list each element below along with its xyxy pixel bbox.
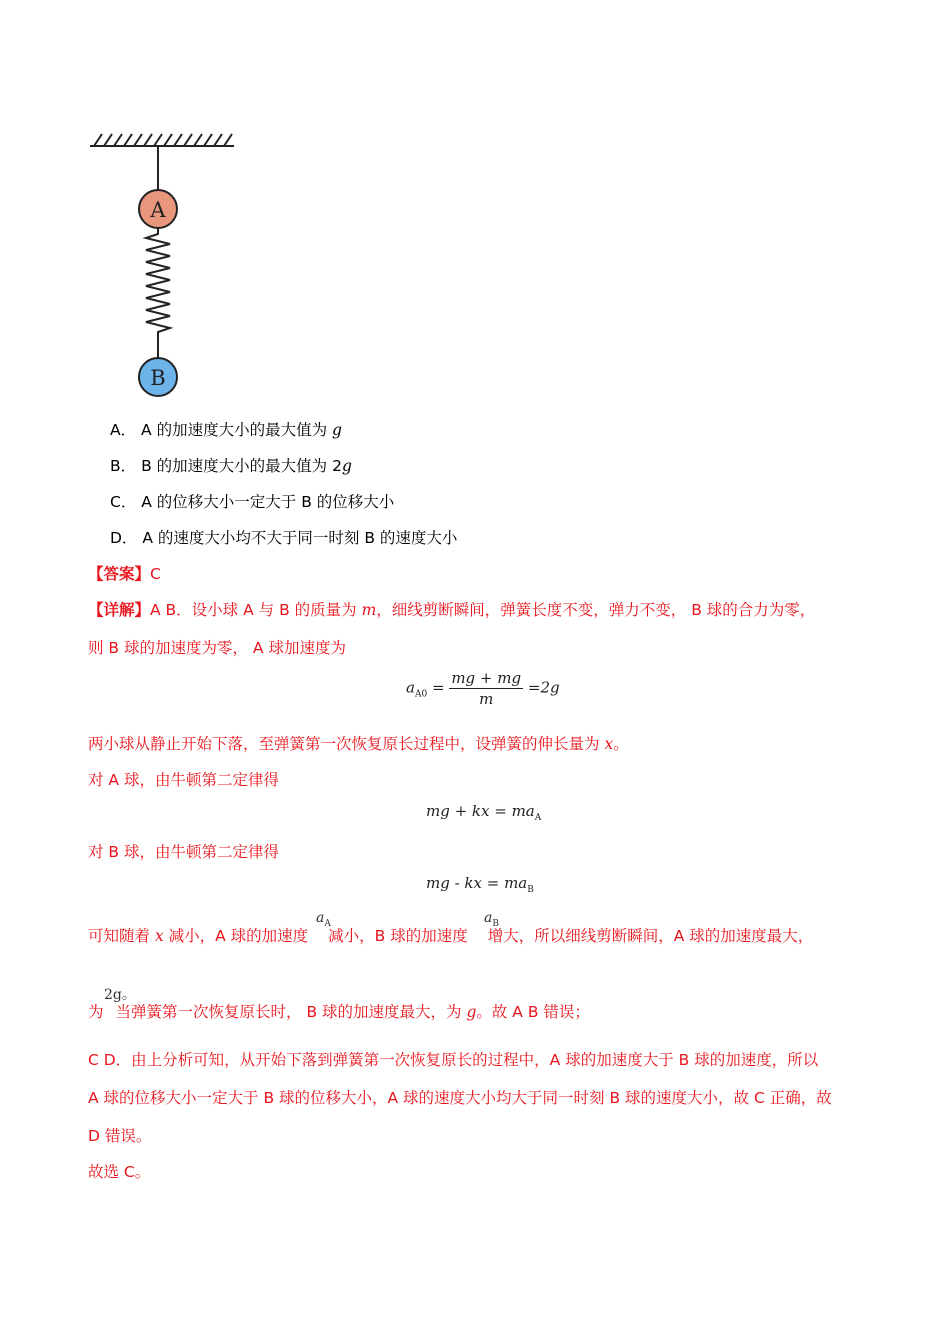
explanation-line-10 xyxy=(88,1125,151,1147)
var-m: m xyxy=(361,601,377,619)
eq1-rhs: =2g xyxy=(527,678,560,697)
var-x: x xyxy=(604,735,614,753)
eq1-lhs: a xyxy=(406,678,415,697)
option-text: A 的位移大小一定大于 B 的位移大小 xyxy=(141,493,395,511)
explanation-text: ，细线剪断瞬间，弹簧长度不变，弹力不变， B 球的合力为零， xyxy=(376,601,816,619)
option-var: g xyxy=(341,457,352,475)
explanation-line-9 xyxy=(88,1087,832,1109)
explanation-line-7 xyxy=(88,1001,590,1023)
option-c xyxy=(110,491,394,513)
inline-aA-sub: A xyxy=(324,919,331,929)
option-text: A 的加速度大小的最大值为 xyxy=(141,421,333,439)
explanation-text: 可知随着 xyxy=(88,927,155,945)
explanation-text: 则 B 球的加速度为零， A 球加速度为 xyxy=(88,639,346,657)
eq1-fraction xyxy=(449,668,523,709)
equation-2 xyxy=(426,802,541,823)
explanation-line-6 xyxy=(88,925,813,947)
inline-aB-sub: B xyxy=(492,919,499,929)
eq2-text: mg + kx = ma xyxy=(426,802,535,820)
eq1-lhs-sub: A0 xyxy=(414,689,428,700)
option-a xyxy=(110,419,342,441)
explanation-text: 。故 A B 错误； xyxy=(476,1003,590,1021)
option-var: g xyxy=(332,421,342,439)
inline-2g: 2g。 xyxy=(104,987,136,1003)
explanation-label: 【详解】 xyxy=(88,601,151,619)
spring-ball-figure xyxy=(86,126,246,406)
answer-line xyxy=(88,563,161,585)
eq3-sub: B xyxy=(527,885,534,895)
eq3-text: mg - kx = ma xyxy=(426,874,528,892)
answer-label: 【答案】 xyxy=(88,565,151,583)
option-letter: B． xyxy=(110,457,137,475)
option-text: A 的速度大小均不大于同一时刻 B 的速度大小 xyxy=(142,529,458,547)
explanation-text: 。 xyxy=(613,735,629,753)
explanation-text: 减小，B 球的加速度 xyxy=(328,927,468,945)
eq2-sub: A xyxy=(534,813,542,823)
explanation-text: 增大，所以细线剪断瞬间，A 球的加速度最大， xyxy=(487,927,814,945)
answer-value: C xyxy=(150,565,161,583)
option-letter: D． xyxy=(110,529,138,547)
explanation-line-3 xyxy=(88,733,629,755)
explanation-text: 为 xyxy=(88,1003,104,1021)
explanation-text: D 错误。 xyxy=(88,1127,152,1145)
inline-aA-letter: a xyxy=(316,910,325,926)
explanation-text: 对 B 球，由牛顿第二定律得 xyxy=(88,843,279,861)
explanation-text: 减小，A 球的加速度 xyxy=(163,927,309,945)
equation-1: $a_{A0}$ = $\frac{mg + mg}{m}$ =2g xyxy=(406,669,560,708)
explanation-line-1 xyxy=(88,599,815,621)
explanation-line-11 xyxy=(88,1161,150,1183)
explanation-text: 当弹簧第一次恢复原长时， B 球的加速度最大，为 xyxy=(115,1003,467,1021)
explanation-line-2 xyxy=(88,637,346,659)
eq1-numerator: mg + mg xyxy=(451,669,522,687)
explanation-line-4 xyxy=(88,769,279,791)
inline-aB-letter: a xyxy=(484,910,493,926)
option-b xyxy=(110,455,352,477)
explanation-line-8 xyxy=(88,1049,818,1071)
option-letter: A． xyxy=(110,421,137,439)
explanation-text: A B．设小球 A 与 B 的质量为 xyxy=(150,601,362,619)
spring xyxy=(146,228,170,358)
explanation-text: C D．由上分析可知，从开始下落到弹簧第一次恢复原长的过程中，A 球的加速度大于 B 球的加速度，所以 xyxy=(88,1051,819,1069)
explanation-line-5 xyxy=(88,841,279,863)
figure-drawing xyxy=(86,126,246,406)
ball-a-label: A xyxy=(150,198,166,222)
explanation-text: A 球的位移大小一定大于 B 球的位移大小，A 球的速度大小均大于同一时刻 B 球的速度大小，故 C 正确，故 xyxy=(88,1089,832,1107)
var-g: g xyxy=(466,1003,477,1021)
ball-b-label: B xyxy=(150,366,166,390)
equation-3 xyxy=(426,874,534,895)
explanation-text: 对 A 球，由牛顿第二定律得 xyxy=(88,771,279,789)
explanation-text: 故选 C。 xyxy=(88,1163,151,1181)
option-text: B 的加速度大小的最大值为 2 xyxy=(141,457,342,475)
ceiling-hatch xyxy=(90,134,234,146)
explanation-text: 两小球从静止开始下落，至弹簧第一次恢复原长过程中，设弹簧的伸长量为 xyxy=(88,735,605,753)
var-x: x xyxy=(154,927,164,945)
option-letter: C． xyxy=(110,493,137,511)
option-d xyxy=(110,527,457,549)
eq1-denominator: m xyxy=(479,690,494,708)
